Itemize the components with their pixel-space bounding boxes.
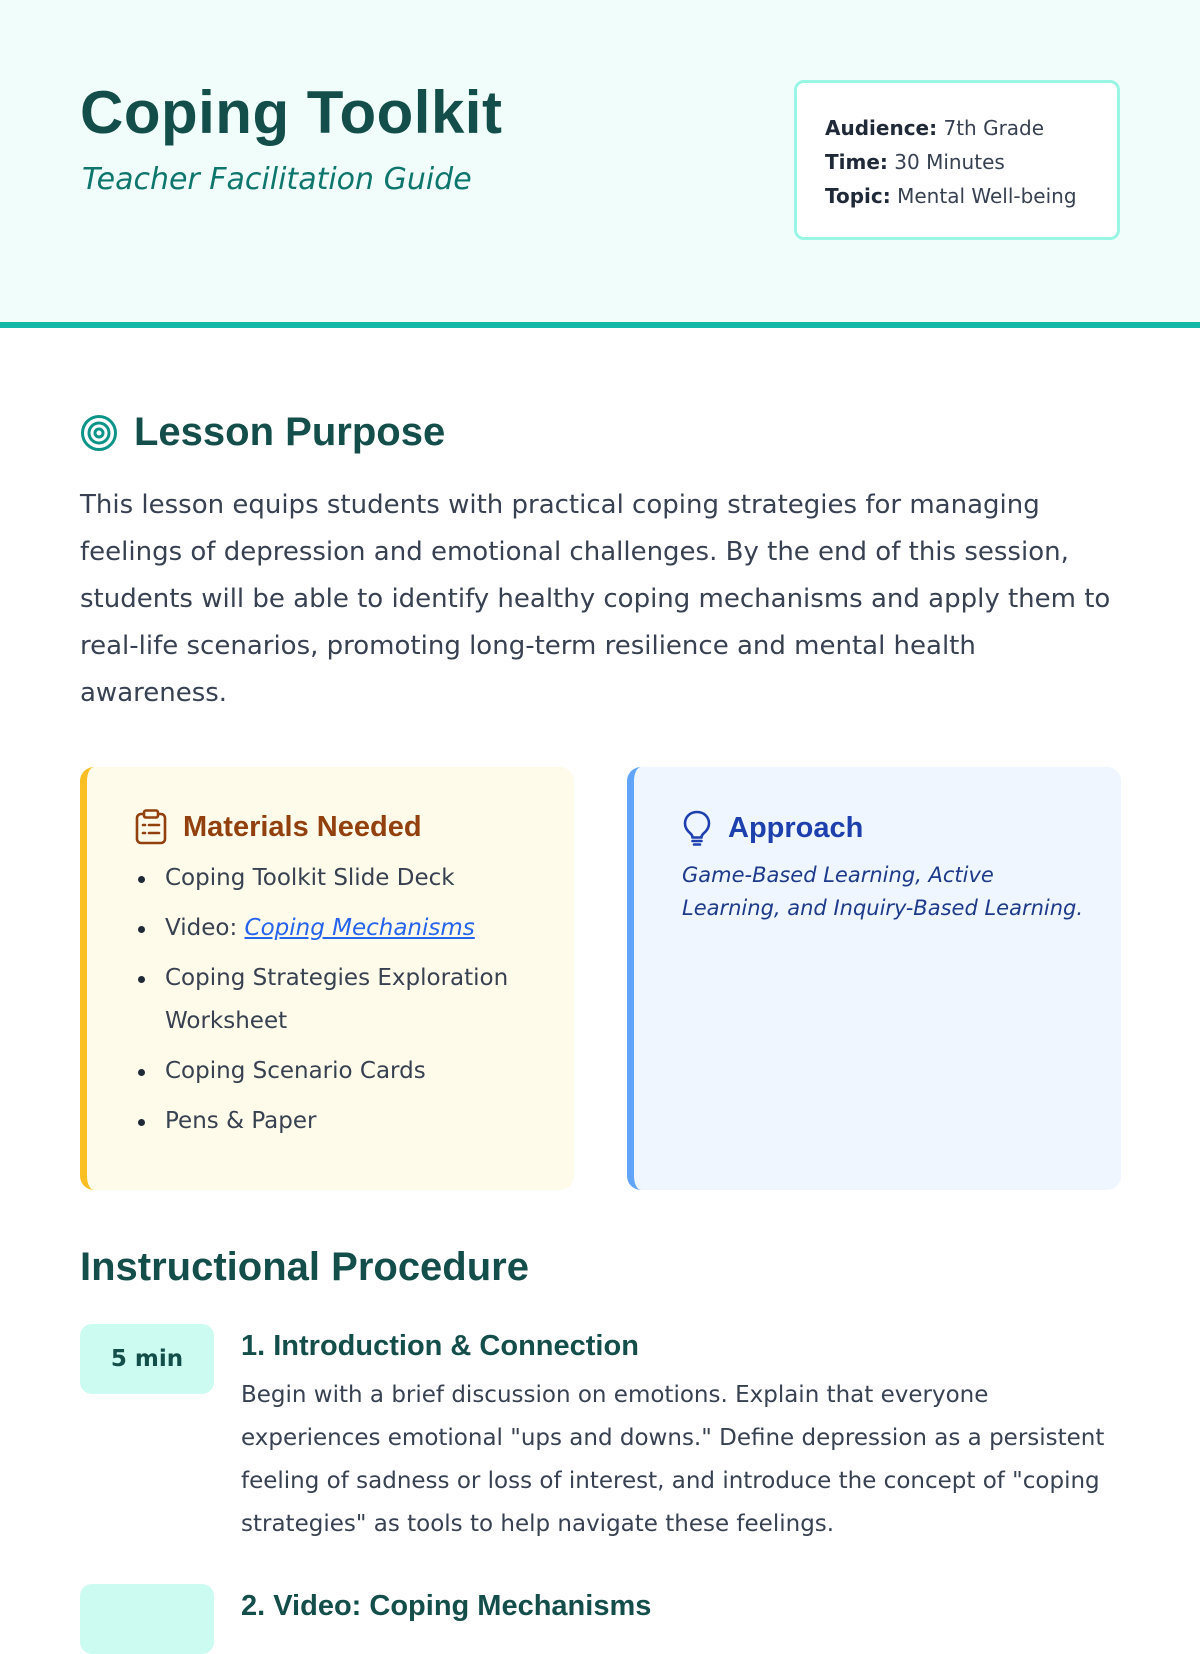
step-title: 1. Introduction & Connection: [241, 1330, 639, 1362]
procedure-step: [80, 1584, 1120, 1654]
meta-topic: Topic: Mental Well-being: [825, 184, 1077, 208]
lightbulb-icon: [682, 809, 712, 847]
materials-list: [135, 857, 534, 1143]
approach-heading: Approach: [682, 809, 1081, 847]
meta-audience: Audience: 7th Grade: [825, 116, 1045, 140]
list-item: Coping Scenario Cards: [135, 1050, 534, 1093]
page-subtitle: Teacher Facilitation Guide: [82, 162, 472, 197]
list-item: Coping Strategies Exploration Worksheet: [135, 957, 534, 1043]
approach-text: Game-Based Learning, Active Learning, and Inquiry-Based Learning.: [682, 863, 1084, 920]
target-icon: [80, 414, 118, 452]
procedure-step: [80, 1324, 1120, 1544]
clipboard-icon: [135, 809, 167, 845]
duration-badge: 5 min: [80, 1324, 214, 1394]
lesson-purpose-heading: Lesson Purpose: [80, 410, 445, 455]
step-title: 2. Video: Coping Mechanisms: [241, 1590, 652, 1622]
lesson-meta-box: [794, 80, 1120, 240]
video-link[interactable]: Coping Mechanisms: [244, 915, 475, 941]
list-item: Coping Toolkit Slide Deck: [135, 857, 534, 900]
list-item: Pens & Paper: [135, 1100, 534, 1143]
page-title: Coping Toolkit: [80, 79, 503, 146]
procedure-heading: Instructional Procedure: [80, 1245, 529, 1289]
lesson-purpose-text: This lesson equips students with practical coping strategies for managing feelings of depression and emotional challenges. By the end of this session, students will be able to identify healthy coping mechanisms and apply them to real-life scenarios, promoting long-term resilience and mental health awareness.: [80, 490, 1111, 708]
header-banner: [0, 0, 1200, 328]
approach-card: [627, 767, 1121, 1190]
materials-heading: Materials Needed: [135, 809, 534, 845]
step-description: Begin with a brief discussion on emotions. Explain that everyone experiences emotional "ups and downs." Define depression as a persistent feeling of sadness or loss of interest, and introduce the concept of "coping strategies" as tools to help navigate these feelings.: [241, 1382, 1105, 1537]
list-item: Video: Coping Mechanisms: [135, 907, 534, 950]
materials-card: [80, 767, 574, 1190]
duration-badge: [80, 1584, 214, 1654]
meta-time: Time: 30 Minutes: [825, 150, 1005, 174]
